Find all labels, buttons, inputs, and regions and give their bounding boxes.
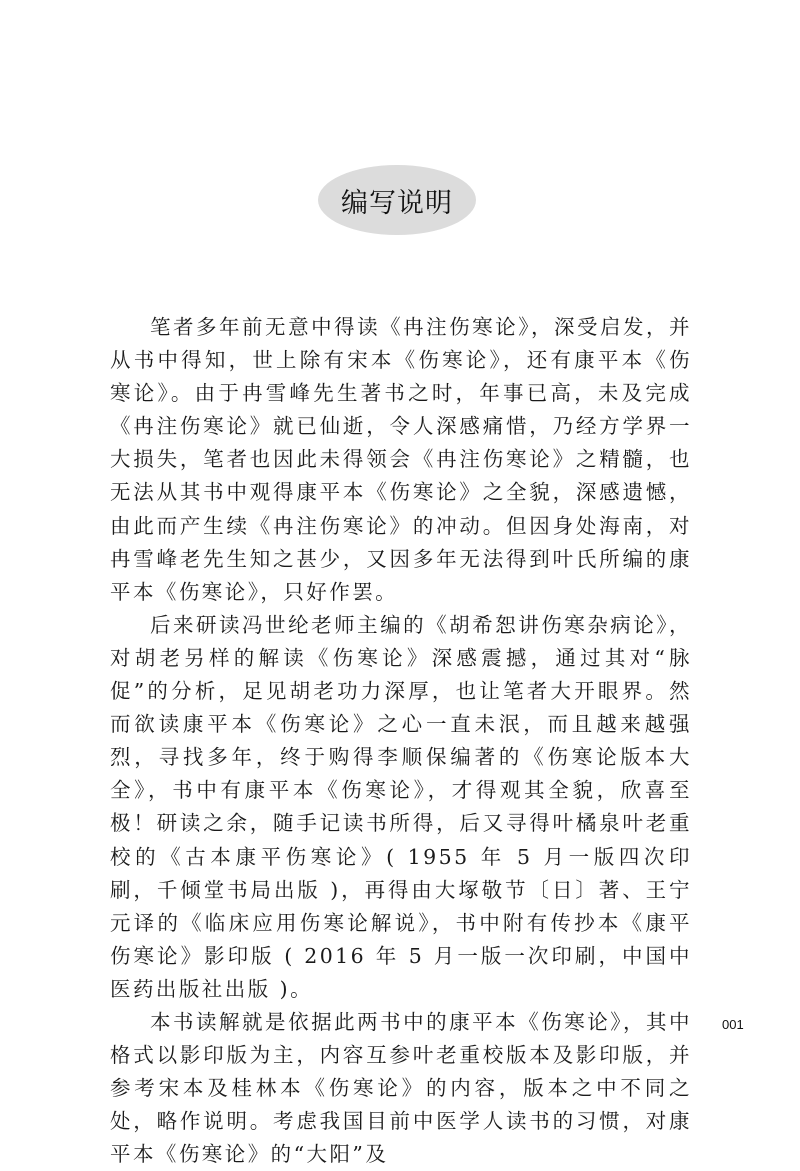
paragraph-2: 后来研读冯世纶老师主编的《胡希恕讲伤寒杂病论》，对胡老另样的解读《伤寒论》深感震撼，通过其对“脉促”的分析，足见胡老功力深厚，也让笔者大开眼界。然而欲读康平本《伤寒论》之心一直未泯，而且越来越强烈，寻找多年，终于购得李顺保编著的《伤寒论版本大全》，书中有康平本《伤寒论》，才得观其全貌，欣喜至极！研读之余，随手记读书所得，后又寻得叶橘泉叶老重校的《古本康平伤寒论》( 1955 年 5 月一版四次印刷，千倾堂书局出版 )，再得由大塚敬节〔日〕著、王宁元译的《临床应用伤寒论解说》，书中附有传抄本《康平伤寒论》影印版 ( 2016 年 5 月一版一次印刷，中国中医药出版社出版 )。 — [110, 612, 692, 1001]
section-title: 编写说明 — [341, 187, 453, 219]
page-number: 001 — [722, 1017, 744, 1032]
paragraph-3: 本书读解就是依据此两书中的康平本《伤寒论》，其中格式以影印版为主，内容互参叶老重校版本及影印版，并参考宋本及桂林本《伤寒论》的内容，版本之中不同之处，略作说明。考虑我国目前中医学人读书的习惯，对康平本《伤寒论》的“大阳”及 — [110, 1009, 692, 1167]
section-title-badge — [318, 165, 476, 235]
body-text — [110, 311, 692, 1171]
paragraph-1: 笔者多年前无意中得读《冉注伤寒论》，深受启发，并从书中得知，世上除有宋本《伤寒论》，还有康平本《伤寒论》。由于冉雪峰先生著书之时，年事已高，未及完成《冉注伤寒论》就已仙逝，令人深感痛惜，乃经方学界一大损失，笔者也因此未得领会《冉注伤寒论》之精髓，也无法从其书中观得康平本《伤寒论》之全貌，深感遗憾，由此而产生续《冉注伤寒论》的冲动。但因身处海南，对冉雪峰老先生知之甚少，又因多年无法得到叶氏所编的康平本《伤寒论》，只好作罢。 — [110, 315, 692, 604]
